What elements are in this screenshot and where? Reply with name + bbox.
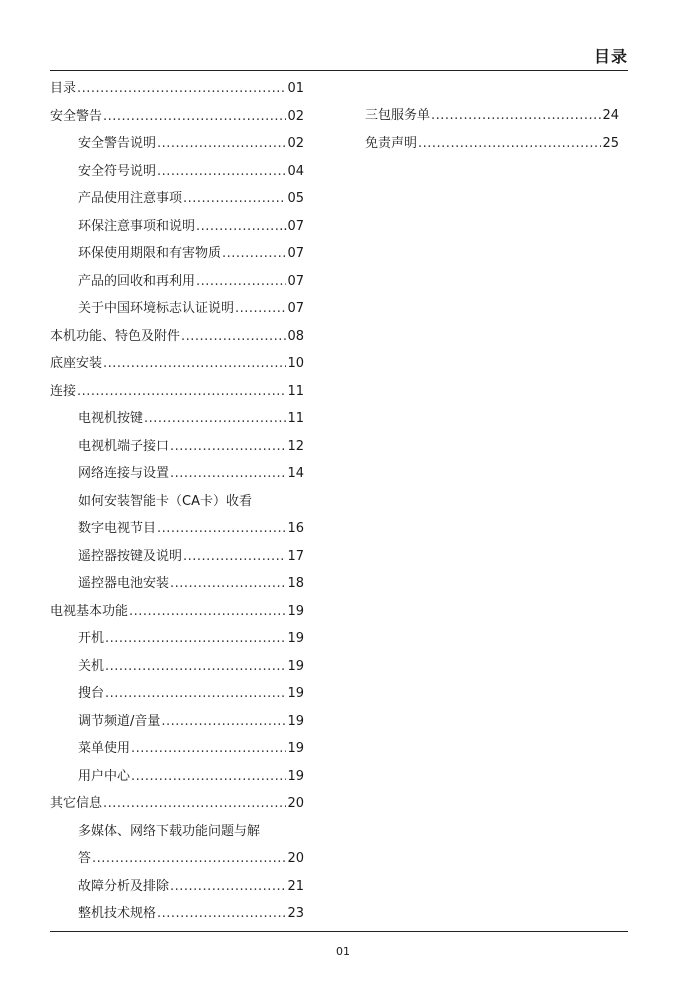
toc-dot-leader (183, 548, 286, 566)
toc-entry[interactable] (50, 80, 304, 108)
toc-entry[interactable] (50, 135, 304, 163)
toc-dot-leader (129, 603, 286, 621)
toc-entry-page: 07 (287, 301, 304, 316)
page-title: 目录 (593, 47, 628, 66)
toc-entry[interactable] (50, 355, 304, 383)
toc-entry-page: 23 (287, 906, 304, 921)
toc-dot-leader (131, 740, 286, 758)
toc-entry-page: 10 (287, 356, 304, 371)
toc-entry[interactable] (365, 135, 619, 163)
toc-entry-label: 安全警告 (50, 108, 103, 124)
toc-entry[interactable] (50, 685, 304, 713)
header-divider (50, 70, 628, 71)
toc-dot-leader (157, 163, 286, 181)
toc-right-column (365, 107, 619, 162)
toc-entry[interactable] (50, 548, 304, 576)
toc-entry-label: 连接 (50, 383, 77, 399)
toc-entry-page: 07 (287, 246, 304, 261)
toc-entry[interactable] (50, 850, 304, 878)
toc-dot-leader (103, 355, 286, 373)
toc-entry-label: 搜台 (78, 686, 105, 701)
toc-entry[interactable] (50, 603, 304, 631)
toc-entry[interactable] (50, 768, 304, 796)
toc-entry[interactable] (50, 520, 304, 548)
toc-entry-label: 产品使用注意事项 (78, 191, 183, 206)
toc-entry-label: 多媒体、网络下载功能问题与解 (78, 823, 261, 839)
toc-entry-label: 开机 (78, 631, 105, 646)
toc-entry-page: 02 (287, 136, 304, 151)
toc-dot-leader (181, 328, 286, 346)
toc-entry-page: 20 (287, 796, 304, 811)
toc-entry-label: 免责声明 (365, 135, 418, 151)
toc-entry-page: 21 (287, 878, 304, 894)
toc-entry-label: 电视机按键 (78, 411, 144, 426)
toc-entry-label: 目录 (50, 81, 77, 96)
footer-divider (50, 931, 628, 932)
toc-entry-page: 11 (287, 411, 304, 426)
toc-entry-page: 25 (602, 135, 619, 151)
toc-dot-leader (77, 383, 286, 401)
toc-entry-page: 11 (287, 383, 304, 399)
toc-entry[interactable] (50, 245, 304, 273)
toc-entry-label: 安全警告说明 (78, 136, 157, 151)
toc-entry-label: 关于中国环境标志认证说明 (78, 301, 235, 316)
toc-entry-label: 本机功能、特色及附件 (50, 328, 181, 344)
toc-dot-leader (77, 80, 286, 98)
toc-entry[interactable] (50, 438, 304, 466)
toc-dot-leader (103, 795, 286, 813)
toc-entry[interactable] (50, 383, 304, 411)
toc-entry-page: 19 (287, 741, 304, 756)
toc-entry-page: 18 (287, 576, 304, 591)
toc-entry[interactable] (50, 218, 304, 246)
toc-dot-leader (170, 438, 286, 456)
toc-entry-page: 08 (287, 328, 304, 344)
toc-entry-page: 19 (287, 658, 304, 674)
toc-entry[interactable] (50, 300, 304, 328)
toc-entry-label: 遥控器电池安装 (78, 576, 170, 591)
toc-dot-leader (157, 905, 286, 923)
toc-entry[interactable] (50, 190, 304, 218)
toc-entry-label: 网络连接与设置 (78, 466, 170, 481)
toc-entry-label: 底座安装 (50, 356, 103, 371)
toc-entry[interactable] (50, 410, 304, 438)
page-number: 01 (336, 945, 350, 958)
toc-dot-leader (161, 713, 286, 731)
toc-entry-label: 答 (78, 851, 92, 866)
toc-entry-page: 12 (287, 438, 304, 454)
toc-entry-page: 19 (287, 686, 304, 701)
toc-entry[interactable] (50, 823, 304, 851)
toc-dot-leader (144, 410, 286, 428)
toc-entry-page: 07 (287, 273, 304, 289)
toc-entry-label: 遥控器按键及说明 (78, 548, 183, 564)
toc-entry[interactable] (50, 878, 304, 906)
toc-entry-label: 调节频道/音量 (78, 713, 161, 729)
toc-entry-page: 17 (287, 548, 304, 564)
toc-entry-page: 20 (287, 851, 304, 866)
toc-dot-leader (103, 108, 286, 126)
toc-entry[interactable] (50, 273, 304, 301)
toc-entry-page: 05 (287, 191, 304, 206)
toc-entry[interactable] (50, 493, 304, 521)
toc-dot-leader (418, 135, 601, 153)
toc-entry-page: 19 (287, 713, 304, 729)
toc-entry-page: 19 (287, 768, 304, 784)
toc-entry-label: 电视基本功能 (50, 603, 129, 619)
toc-entry[interactable] (50, 795, 304, 823)
toc-dot-leader (157, 520, 286, 538)
toc-entry-label: 用户中心 (78, 768, 131, 784)
toc-entry[interactable] (365, 107, 619, 135)
toc-entry-page: 24 (602, 108, 619, 123)
toc-entry-label: 电视机端子接口 (78, 438, 170, 454)
toc-entry-page: 02 (287, 108, 304, 124)
toc-dot-leader (196, 218, 278, 236)
toc-entry-label: 如何安装智能卡（CA卡）收看 (78, 493, 252, 509)
toc-entry[interactable] (50, 465, 304, 493)
toc-entry-page: 16 (287, 521, 304, 536)
toc-dot-leader (157, 135, 286, 153)
toc-entry-page: ..07 (279, 218, 304, 234)
toc-entry-label: 关机 (78, 658, 105, 674)
toc-dot-leader (131, 768, 286, 786)
toc-entry-label: 产品的回收和再利用 (78, 273, 196, 289)
toc-dot-leader (431, 107, 601, 125)
toc-entry[interactable] (50, 328, 304, 356)
toc-entry-label: 整机技术规格 (78, 906, 157, 921)
toc-entry-label: 环保使用期限和有害物质 (78, 246, 222, 261)
toc-dot-leader (196, 273, 286, 291)
toc-entry[interactable] (50, 740, 304, 768)
toc-dot-leader (92, 850, 286, 868)
toc-entry-label: 三包服务单 (365, 108, 431, 123)
toc-dot-leader (183, 190, 286, 208)
toc-dot-leader (170, 575, 286, 593)
toc-entry-label: 其它信息 (50, 796, 103, 811)
toc-dot-leader (235, 300, 286, 318)
toc-dot-leader (105, 630, 286, 648)
toc-entry-label: 安全符号说明 (78, 163, 157, 179)
toc-entry-page: 19 (287, 631, 304, 646)
toc-entry-label: 数字电视节目 (78, 521, 157, 536)
toc-entry-page: 04 (287, 163, 304, 179)
toc-entry-label: 环保注意事项和说明 (78, 218, 196, 234)
toc-entry[interactable] (50, 630, 304, 658)
toc-dot-leader (105, 658, 286, 676)
toc-entry[interactable] (50, 905, 304, 933)
toc-entry[interactable] (50, 108, 304, 136)
toc-entry-page: 01 (287, 81, 304, 96)
toc-entry-page: 19 (287, 603, 304, 619)
toc-entry[interactable] (50, 575, 304, 603)
toc-left-column (50, 80, 304, 933)
toc-entry[interactable] (50, 713, 304, 741)
toc-entry[interactable] (50, 163, 304, 191)
toc-dot-leader (105, 685, 286, 703)
toc-entry[interactable] (50, 658, 304, 686)
toc-entry-label: 菜单使用 (78, 741, 131, 756)
toc-entry-page: 14 (287, 466, 304, 481)
toc-dot-leader (222, 245, 286, 263)
toc-dot-leader (170, 878, 286, 896)
toc-entry-label: 故障分析及排除 (78, 878, 170, 894)
toc-dot-leader (170, 465, 286, 483)
